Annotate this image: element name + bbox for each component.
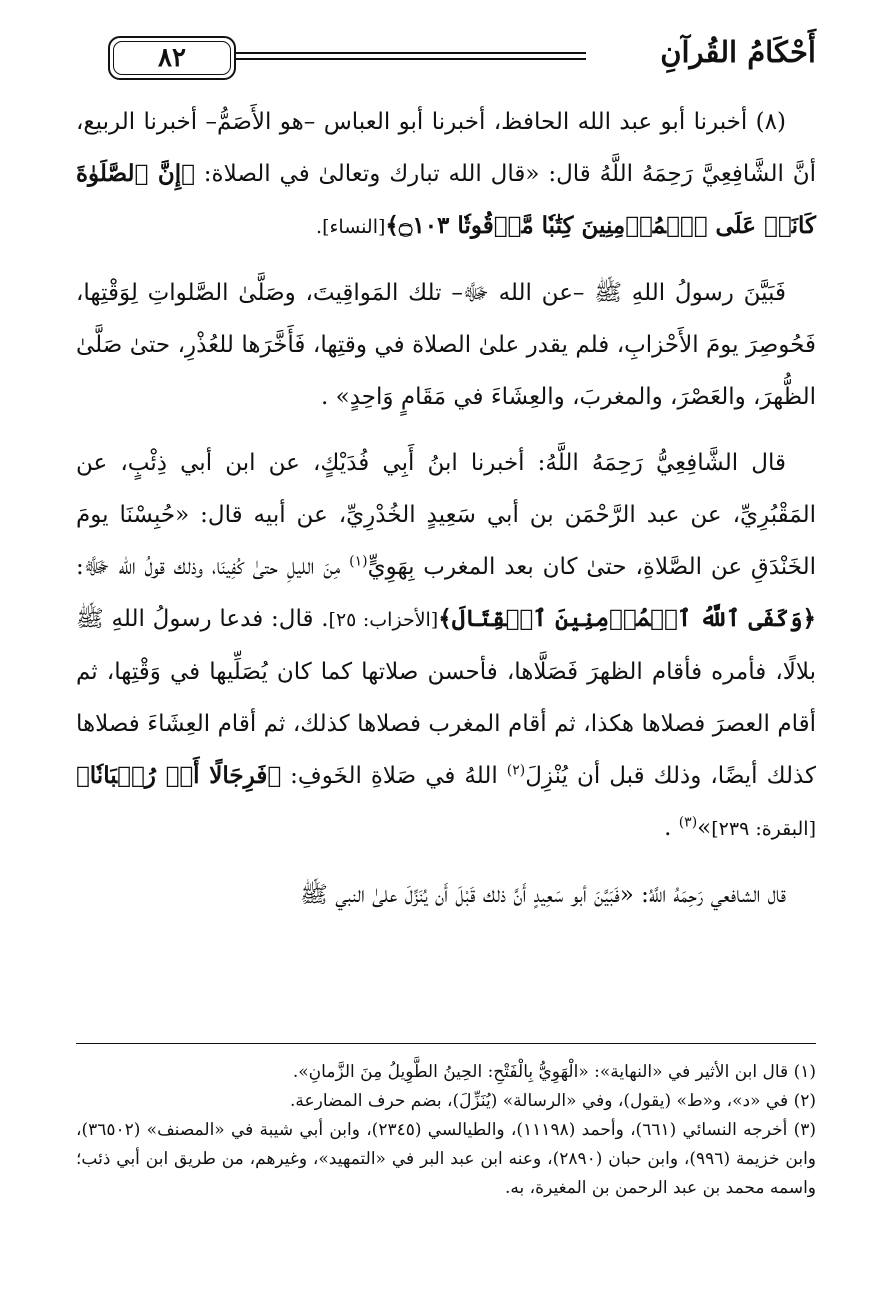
quran-verse: ﴿إِنَّ ٱلصَّلَوٰةَ كَانَتۡ عَلَى ٱلۡمُؤۡمِنِينَ كِتَٰبٗا مَّوۡقُوتٗا ۝١٠٣﴾: [76, 160, 816, 239]
verse-reference: [البقرة: ٢٣٩]: [711, 818, 816, 840]
footnote: (١) قال ابن الأثير في «النهاية»: «الْهَوِيُّ بِالْفَتْحِ: الحِينُ الطَّوِيلُ مِنَ الزَّمانِ».: [292, 1062, 816, 1082]
verse-reference: [الأحزاب: ٢٥]: [328, 609, 439, 631]
header-rule: [236, 58, 586, 60]
quran-verse: ﴿وَكَفَى ٱللَّهُ ٱلۡمُؤۡمِنِينَ ٱلۡقِتَالَ﴾: [438, 605, 816, 632]
paragraph: فَبَيَّنَ رسولُ اللهِ ﷺ –عن الله ﷻ– تلك المَواقِيتَ، وصَلَّىٰ الصَّلواتِ لِوَقْتِها، فَحُوصِرَ يومَ الأَحْزابِ، فلم يقدر علىٰ الصلاة في وقتِها، فَأَخَّرَها للعُذْرِ، حتىٰ صَلَّىٰ الظُّهرَ، والعَصْرَ، والمغربَ، والعِشَاءَ في مَقَامٍ وَاحِدٍ» .: [76, 280, 816, 410]
text: اللهُ في صَلاةِ الخَوفِ:: [281, 763, 507, 789]
header-rule: [236, 52, 586, 54]
text: .: [664, 815, 679, 841]
main-text: [76, 96, 816, 935]
paragraph: [76, 96, 816, 253]
paragraph: [76, 437, 816, 855]
quran-verse: ﴿فَرِجَالًا أَوۡ رُكۡبَانٗا﴾: [76, 762, 282, 789]
footnote-marker[interactable]: (٣): [678, 814, 698, 831]
paragraph: قال الشافعي رَحِمَهُ اللَّهُ: «فَبَيَّنَ أبو سَعِيدٍ أَنَّ ذلك قَبْلَ أَن يُنَزِّلَ علىٰ النبي ﷺ: [300, 882, 786, 908]
verse-reference: [النساء].: [316, 216, 386, 238]
text: »: [697, 815, 712, 841]
footnote-marker[interactable]: (١): [349, 553, 368, 570]
footnote: (٢) في «د»، و«ط» (يقول)، وفي «الرسالة» (يُنَزِّلَ)، بضم حرف المضارعة.: [289, 1091, 816, 1111]
footnotes: [76, 1058, 816, 1203]
text: . قال: فدعا رسولُ اللهِ ﷺ بلالًا، فأمره فأقام الظهرَ فَصَلَّاها، فأحسن صلاتها كما كان يُصَلِّيها في وَقْتِها، ثم أقام العصرَ فصلاها هكذا، ثم أقام المغرب فصلاها كذلك، ثم أقام العِشَاءَ فصلاها كذلك أيضًا، وذلك قبل أن يُنْزِلَ: [76, 606, 816, 789]
footnote-separator: [76, 1043, 816, 1044]
text: قال الشَّافِعِيُّ رَحِمَهُ اللَّهُ: أخبرنا ابنُ أَبِي فُدَيْكٍ، عن ابن أبي ذِئْبٍ، عن المَقْبُرِيِّ، عن عبد الرَّحْمَن بن أبي سَعِيدٍ الخُدْرِيِّ، عن أبيه قال: «حُبِسْنَا يومَ الخَنْدَقِ عن الصَّلاةِ، حتىٰ كان بعد المغرب بِهَوِيٍّ: [76, 450, 816, 580]
footnote: (٣) أخرجه النسائي (٦٦١)، وأحمد (١١١٩٨)، والطيالسي (٢٣٤٥)، وابن أبي شيبة في «المصنف» (٣٦٥٠٢)، وابن خزيمة (٩٩٦)، وابن حبان (٢٨٩٠)، وعنه ابن عبد البر في «التمهيد»، وغيرهم، من طريق ابن أبي ذئب؛ واسمه محمد بن عبد الرحمن بن المغيرة، به.: [76, 1120, 817, 1198]
footnote-marker[interactable]: (٢): [506, 762, 526, 779]
page-number: ٨٢: [108, 36, 236, 80]
text: (٨) أخبرنا أبو عبد الله الحافظ، أخبرنا أبو العباس –هو الأَصَمُّ– أخبرنا الربيع، أنَّ الشَّافِعِيَّ رَحِمَهُ اللَّهُ قال: «قال الله تبارك وتعالىٰ في الصلاة:: [76, 109, 816, 187]
text: مِنَ الليلِ حتىٰ كُفِينَا، وذلك قولُ الله ﷻ:: [76, 554, 350, 580]
running-title: أَحْكَامُ القُرآنِ: [660, 35, 816, 69]
